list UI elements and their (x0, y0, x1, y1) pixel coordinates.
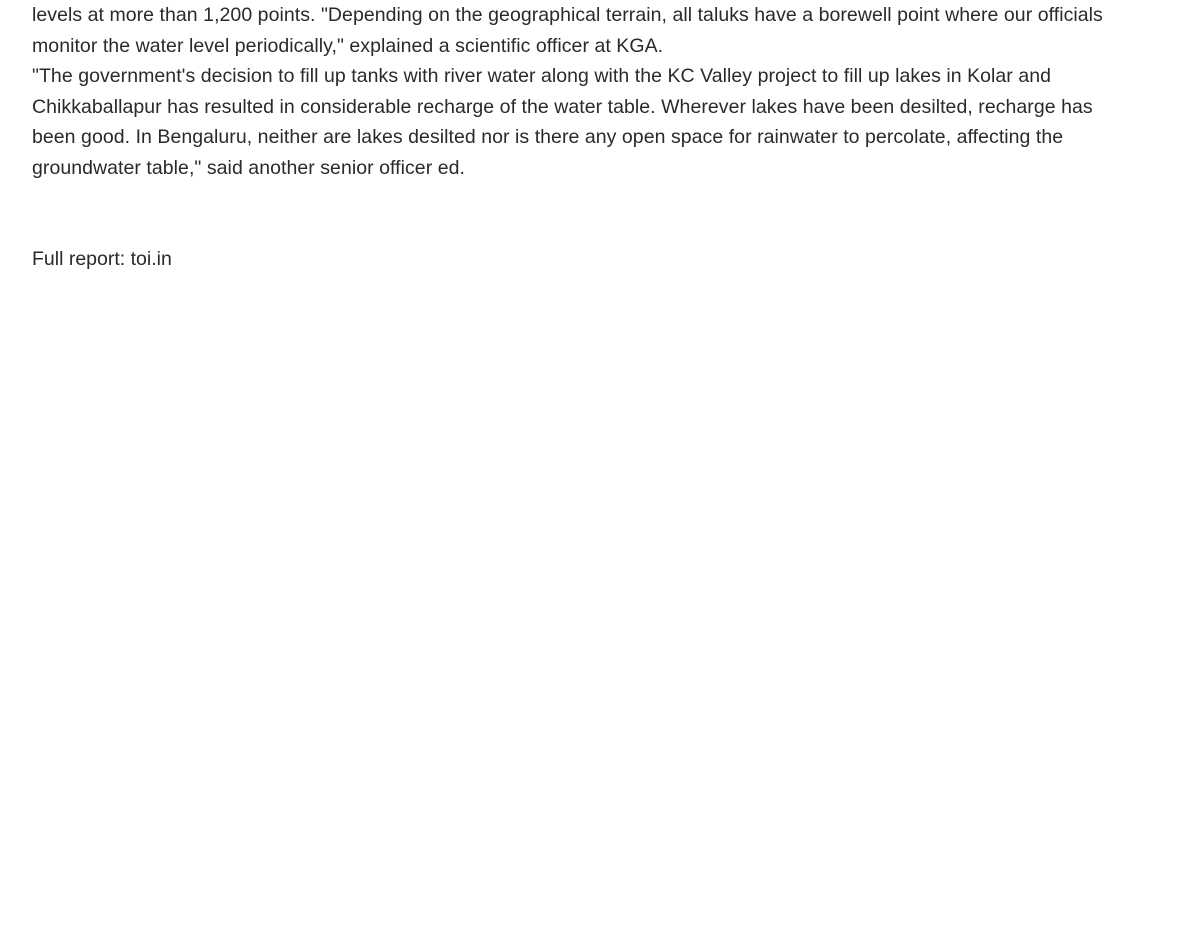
paragraph-borewell-monitoring (32, 0, 1172, 61)
paragraph-line: monitor the water level periodically," explained a scientific officer at KGA. (32, 34, 664, 57)
paragraph-recharge-quote (32, 61, 1172, 183)
paragraph-line: groundwater table," said another senior officer ed. (32, 156, 465, 179)
full-report-source: Full report: toi.in (32, 248, 172, 270)
paragraph-line: "The government's decision to fill up tanks with river water along with the KC Valley project to fill up lakes in Kolar and (32, 65, 1052, 88)
paragraph-line: been good. In Bengaluru, neither are lakes desilted nor is there any open space for rainwater to percolate, affecting the (32, 126, 1064, 149)
paragraph-line: levels at more than 1,200 points. "Depending on the geographical terrain, all taluks have a borewell point where our officials (32, 4, 1103, 26)
article-body (32, 0, 1172, 184)
paragraph-line: Chikkaballapur has resulted in considerable recharge of the water table. Wherever lakes have been desilted, recharge has (32, 95, 1093, 118)
